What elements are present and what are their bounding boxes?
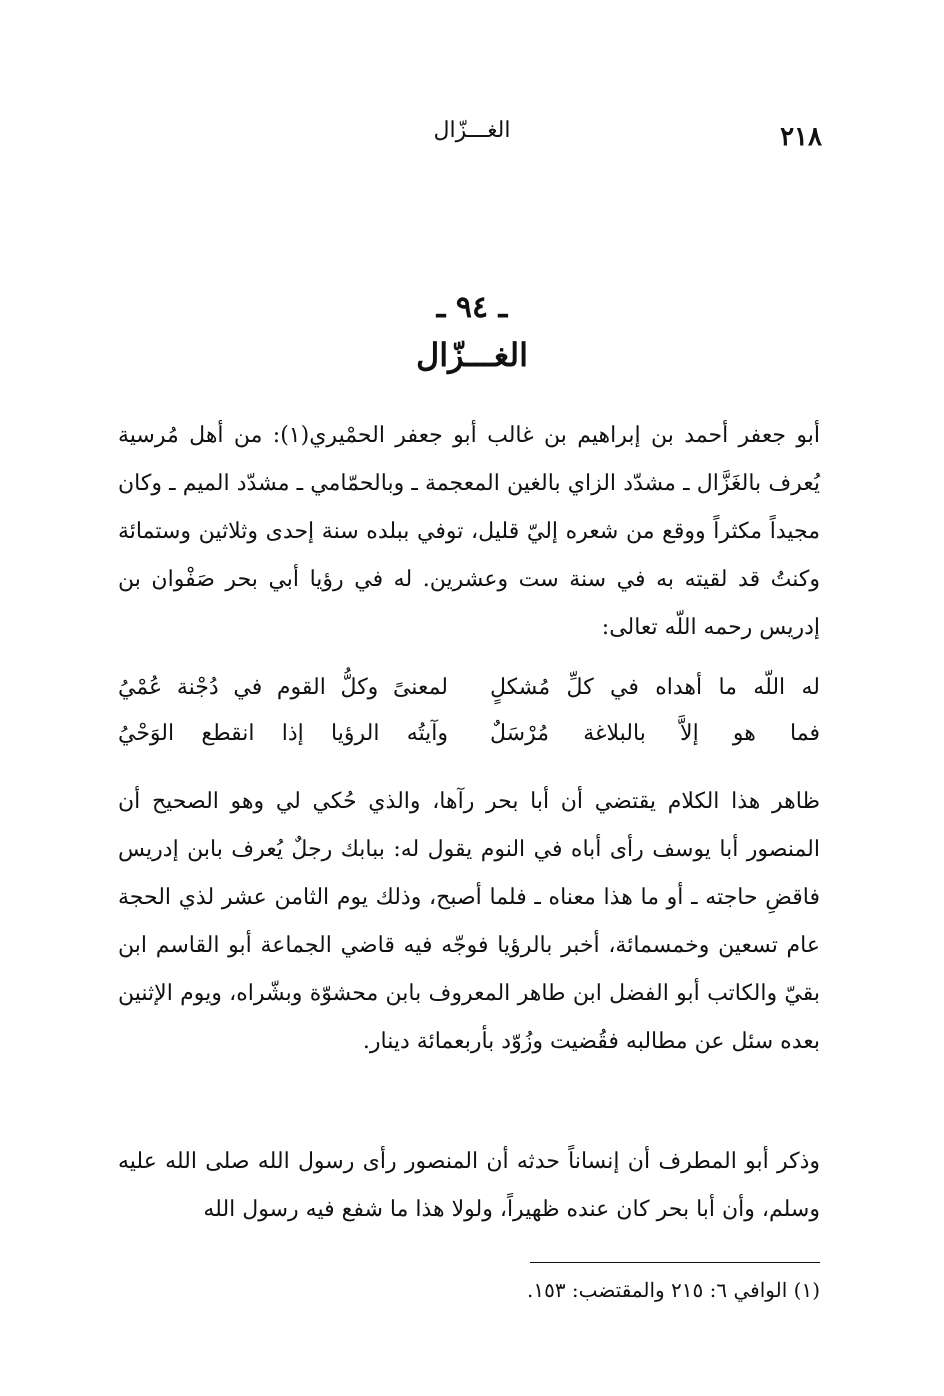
- commentary-paragraph: ظاهر هذا الكلام يقتضي أن أبا بحر رآها، والذي حُكي لي وهو الصحيح أن المنصور أبا يوسف رأى أباه في النوم يقول له: ببابك رجلٌ يُعرف بابن إدريس فاقضِ حاجته ـ أو ما هذا معناه ـ فلما أصبح، وذلك يوم الثامن عشر لذي الحجة عام تسعين وخمسمائة، أخبر بالرؤيا فوجّه فيه قاضي الجماعة أبو القاسم ابن بقيّ والكاتب أبو الفضل ابن طاهر المعروف بابن محشوّة وبشّراه، ويوم الإثنين بعده سئل عن مطالبه فقُضيت وزُوّد بأربعمائة دينار.: [118, 789, 820, 1054]
- poem-verse: [118, 664, 820, 712]
- narration-paragraph: وذكر أبو المطرف أن إنساناً حدثه أن المنصور رأى رسول الله صلى الله عليه وسلم، وأن أبا بحر كان عنده ظهيراً، ولولا هذا ما شفع فيه رسول الله: [118, 1149, 820, 1222]
- biography-paragraph: أبو جعفر أحمد بن إبراهيم بن غالب أبو جعفر الحمْيري(١): من أهل مُرسية يُعرف بالغَزَّال ـ مشدّد الزاي بالغين المعجمة ـ وبالحمّامي ـ مشدّد الميم ـ وكان مجيداً مكثراً ووقع من شعره إليّ قليل، توفي ببلده سنة إحدى وثلاثين وستمائة وكنتُ قد لقيته به في سنة ست وعشرين. له في رؤيا أبي بحر صَفْوان بن إدريس رحمه اللّه تعالى:: [118, 423, 820, 640]
- poem-verse: [118, 710, 820, 758]
- verse-second-hemistich: لمعنىً وكلُّ القوم في دُجْنة عُمْيُ: [118, 675, 448, 700]
- entry-title: الغـــزّال: [416, 336, 528, 374]
- verse-second-hemistich: وآيتُه الرؤيا إذا انقطع الوَحْيُ: [118, 721, 448, 746]
- verse-first-hemistich: فما هو إلاَّ بالبلاغة مُرْسَلٌ: [490, 721, 820, 746]
- footnote-divider: [530, 1262, 820, 1263]
- page-number: ٢١٨: [780, 122, 822, 152]
- running-title: الغـــزّال: [433, 118, 511, 143]
- entry-number: ـ ٩٤ ـ: [436, 290, 508, 325]
- verse-first-hemistich: له اللّه ما أهداه في كلِّ مُشكلٍ: [490, 675, 820, 700]
- footnote: (١) الوافي ٦: ٢١٥ والمقتضب: ١٥٣.: [526, 1278, 820, 1302]
